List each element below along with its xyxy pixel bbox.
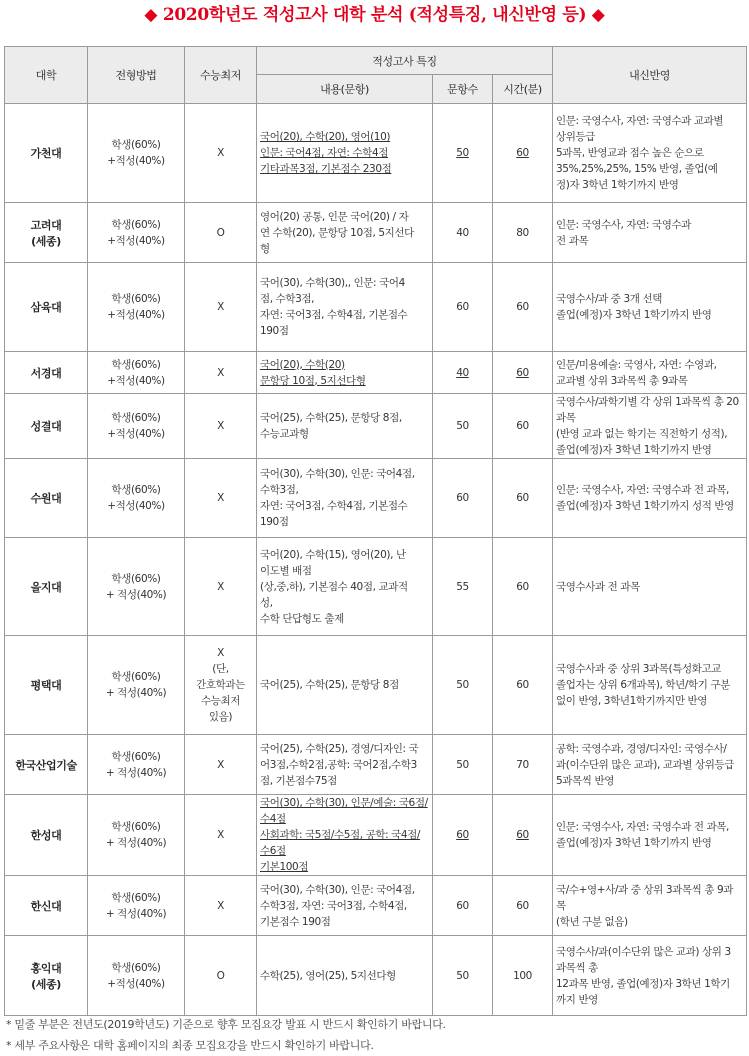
csat-cell-line: X (217, 492, 224, 504)
gpa-cell-line: 졸업(예정)자 3학년 1학기까지 반영 (556, 309, 712, 321)
univ-cell-line: 고려대 (30, 218, 62, 232)
gpa-cell-line: (학년 구분 없음) (556, 915, 628, 928)
method-cell (88, 876, 185, 936)
gpa-cell-line: 졸업(예정)자 3학년 1학기까지 반영 (556, 837, 712, 849)
gpa-cell-line: 국영수사/과(이수단위 많은 교과) 상위 3 (556, 945, 731, 958)
gpa-cell-line: 졸업자는 상위 6개과목), 학년/학기 구분 (556, 679, 730, 691)
gpa-cell-line: 목 (556, 899, 566, 912)
content-cell-line: 수학(25), 영어(25), 5지선다형 (260, 969, 396, 982)
univ-cell-line: 홍익대 (30, 961, 62, 975)
header-csat: 수능최저 (185, 47, 257, 104)
content-cell-line: 점, 기본점수75점 (260, 774, 337, 787)
table-row (5, 636, 747, 735)
time-cell-value: 60 (516, 899, 529, 912)
content-cell-line: 점, 수학3점, (260, 293, 315, 305)
univ-cell (5, 876, 88, 936)
gpa-cell-line: 국영수사/과학기별 각 상위 1과목씩 총 20과목 (556, 396, 739, 424)
content-cell-line: 국어(30), 수학(30), 인문/예술: 국6점/ (260, 797, 428, 809)
univ-cell (5, 795, 88, 876)
content-cell-line: 이도별 배점 (260, 564, 312, 577)
method-cell (88, 459, 185, 538)
csat-cell (185, 795, 257, 876)
method-cell (88, 394, 185, 459)
csat-cell-line: O (216, 969, 225, 982)
content-cell (257, 263, 433, 352)
table-row (5, 936, 747, 1016)
content-cell-line: 국어(30), 수학(30), 인문: 국어4점, (260, 883, 415, 896)
method-cell-line: 학생(60%) (111, 821, 161, 833)
page-title: ◆ 2020학년도 적성고사 대학 분석 (적성특징, 내신반영 등) ◆ (144, 5, 605, 25)
header-content: 내용(문항) (257, 75, 433, 104)
content-cell-line: 인문: 국어4점, 자연: 수학4점 (260, 147, 389, 159)
questions-cell (433, 459, 493, 538)
header-method: 전형방법 (88, 47, 185, 104)
questions-cell (433, 735, 493, 795)
content-cell-line: 영어(20) 공통, 인문 국어(20) / 자 (260, 210, 409, 223)
gpa-cell-line: 과(이수단위 많은 교과), 교과별 상위등급 (556, 758, 734, 771)
content-cell-line: 국어(30), 수학(30), 인문: 국어4점, (260, 468, 415, 480)
content-cell-line: 국어(30), 수학(30),, 인문: 국어4 (260, 277, 405, 289)
content-cell (257, 735, 433, 795)
method-cell-line: 학생(60%) (111, 218, 161, 231)
table-row (5, 876, 747, 936)
method-cell (88, 263, 185, 352)
gpa-cell (553, 394, 747, 459)
time-cell (493, 795, 553, 876)
method-cell-line: +적성(40%) (107, 234, 165, 247)
gpa-cell-line: 국영수사과 전 과목 (556, 580, 640, 593)
questions-cell (433, 636, 493, 735)
time-cell-value: 60 (516, 580, 529, 593)
table-row (5, 203, 747, 263)
gpa-cell-line: 12과목 반영, 졸업(예정)자 3학년 1학기 (556, 977, 730, 990)
univ-cell (5, 263, 88, 352)
gpa-cell (553, 263, 747, 352)
method-cell-line: 학생(60%) (111, 484, 161, 496)
csat-cell (185, 394, 257, 459)
gpa-cell-line: 5과목, 반영교과 점수 높은 순으로 (556, 147, 704, 159)
header-gpa: 내신반영 (553, 47, 747, 104)
csat-cell-line: X (217, 758, 224, 771)
csat-cell-line: 있음) (208, 711, 233, 723)
csat-cell-line: X (217, 899, 224, 912)
table-row (5, 263, 747, 352)
univ-cell (5, 352, 88, 394)
csat-cell-line: X (217, 301, 224, 313)
questions-cell-value: 40 (456, 366, 469, 379)
time-cell-value: 100 (513, 969, 532, 982)
csat-cell (185, 104, 257, 203)
questions-cell-value: 60 (456, 829, 469, 841)
csat-cell-line: X (217, 420, 224, 432)
content-cell (257, 538, 433, 636)
content-cell (257, 394, 433, 459)
univ-cell-line: (세종) (31, 234, 61, 248)
time-cell-value: 80 (516, 226, 529, 239)
questions-cell (433, 795, 493, 876)
method-cell-line: 학생(60%) (111, 750, 161, 763)
csat-cell-line: (단, (212, 663, 229, 675)
gpa-cell-line: 전 과목 (556, 234, 589, 247)
univ-cell (5, 203, 88, 263)
gpa-cell (553, 795, 747, 876)
csat-cell-line: 수능최저 (201, 695, 240, 707)
aptitude-test-table (4, 46, 747, 1016)
table-row (5, 104, 747, 203)
time-cell-value: 60 (516, 679, 529, 691)
header-time: 시간(분) (493, 75, 553, 104)
gpa-cell (553, 636, 747, 735)
method-cell-line: 학생(60%) (111, 572, 161, 585)
questions-cell-value: 60 (456, 899, 469, 912)
csat-cell-line: X (217, 366, 224, 379)
csat-cell-line: X (217, 647, 224, 659)
content-cell-line: 연 수학(20), 문항당 10점, 5지선다 (260, 226, 414, 239)
time-cell (493, 936, 553, 1016)
method-cell (88, 936, 185, 1016)
csat-cell (185, 636, 257, 735)
method-cell-line: 학생(60%) (111, 671, 161, 683)
univ-cell-line: 한성대 (30, 829, 62, 842)
time-cell (493, 394, 553, 459)
csat-cell (185, 936, 257, 1016)
method-cell (88, 352, 185, 394)
method-cell-line: + 적성(40%) (105, 766, 167, 779)
questions-cell (433, 876, 493, 936)
gpa-cell-line: 까지 반영 (556, 993, 598, 1006)
gpa-cell-line: 국/수+영+사/과 중 상위 3과목씩 총 9과 (556, 883, 733, 896)
univ-cell (5, 735, 88, 795)
univ-cell (5, 936, 88, 1016)
content-cell-line: 190점 (260, 516, 289, 528)
csat-cell (185, 459, 257, 538)
content-cell (257, 203, 433, 263)
time-cell (493, 104, 553, 203)
univ-cell-line: (세종) (31, 977, 61, 991)
gpa-cell-line: 35%,25%,25%, 15% 반영, 졸업(예 (556, 163, 718, 175)
csat-cell (185, 263, 257, 352)
questions-cell-value: 60 (456, 492, 469, 504)
content-cell (257, 459, 433, 538)
content-cell-line: 사회과학: 국5점/수5점, 공학: 국4점/수6점 (260, 829, 421, 857)
gpa-cell (553, 538, 747, 636)
method-cell-line: +적성(40%) (107, 428, 165, 440)
footnote: * 세부 주요사항은 대학 홈페이지의 최종 모집요강을 반드시 확인하기 바랍니다. (6, 1039, 374, 1052)
gpa-cell-line: 상위등급 (556, 131, 595, 143)
questions-cell (433, 352, 493, 394)
gpa-cell-line: 공학: 국영수과, 경영/디자인: 국영수사/ (556, 742, 727, 755)
questions-cell (433, 104, 493, 203)
method-cell-line: + 적성(40%) (105, 907, 167, 920)
univ-cell-line: 한신대 (30, 899, 62, 913)
time-cell-value: 60 (516, 420, 529, 432)
time-cell (493, 203, 553, 263)
content-cell-line: 국어(25), 수학(25), 문항당 8점, (260, 412, 402, 424)
gpa-cell (553, 352, 747, 394)
questions-cell-value: 50 (456, 969, 469, 982)
method-cell-line: + 적성(40%) (105, 837, 167, 849)
time-cell-value: 60 (516, 492, 529, 504)
questions-cell-value: 50 (456, 758, 469, 771)
time-cell (493, 636, 553, 735)
table-row (5, 795, 747, 876)
questions-cell (433, 538, 493, 636)
table-row (5, 459, 747, 538)
time-cell-value: 60 (516, 147, 529, 159)
gpa-cell-line: 졸업(예정)자 3학년 1학기까지 성적 반영 (556, 500, 734, 512)
content-cell-line: 자연: 국어3점, 수학4점, 기본점수 (260, 309, 408, 321)
univ-cell-line: 삼육대 (30, 301, 62, 314)
gpa-cell (553, 876, 747, 936)
questions-cell-value: 40 (456, 226, 469, 239)
content-cell (257, 104, 433, 203)
content-cell-line: 어3점,수학2점,공학: 국어2점,수학3 (260, 758, 417, 771)
csat-cell (185, 352, 257, 394)
content-cell-line: 수학3점, (260, 484, 299, 496)
content-cell-line: 수4점 (260, 813, 286, 825)
gpa-cell-line: 과목씩 총 (556, 961, 598, 974)
gpa-cell (553, 936, 747, 1016)
header-univ: 대학 (5, 47, 88, 104)
content-cell-line: 기타과목3점, 기본점수 230점 (260, 163, 392, 175)
time-cell-value: 60 (516, 301, 529, 313)
method-cell-line: +적성(40%) (107, 500, 165, 512)
content-cell (257, 352, 433, 394)
content-cell-line: (상,중,하), 기본점수 40점, 교과적 (260, 580, 408, 593)
method-cell-line: +적성(40%) (107, 374, 165, 387)
method-cell-line: 학생(60%) (111, 358, 161, 371)
table-row (5, 538, 747, 636)
questions-cell-value: 55 (456, 580, 469, 593)
time-cell (493, 263, 553, 352)
method-cell-line: 학생(60%) (111, 412, 161, 424)
method-cell-line: +적성(40%) (107, 977, 165, 990)
univ-cell-line: 서경대 (30, 366, 62, 380)
content-cell-line: 국어(25), 수학(25), 경영/디자인: 국 (260, 742, 419, 755)
csat-cell-line: X (217, 580, 224, 593)
univ-cell-line: 수원대 (30, 492, 62, 505)
univ-cell-line: 을지대 (30, 580, 62, 594)
questions-cell (433, 936, 493, 1016)
univ-cell-line: 평택대 (30, 679, 62, 692)
time-cell (493, 459, 553, 538)
gpa-cell (553, 203, 747, 263)
content-cell-line: 수능교과형 (260, 428, 309, 440)
time-cell (493, 876, 553, 936)
content-cell (257, 636, 433, 735)
csat-cell-line: X (217, 147, 224, 159)
gpa-cell-line: 국영수사과 중 상위 3과목(특성화고교 (556, 663, 721, 675)
univ-cell-line: 한국산업기술 (15, 758, 77, 772)
content-cell-line: 국어(25), 수학(25), 문항당 8점 (260, 679, 399, 691)
method-cell (88, 636, 185, 735)
method-cell-line: 학생(60%) (111, 961, 161, 974)
time-cell-value: 70 (516, 758, 529, 771)
csat-cell-line: O (216, 226, 225, 239)
method-cell-line: +적성(40%) (107, 155, 165, 167)
gpa-cell-line: 교과별 상위 3과목씩 총 9과목 (556, 374, 688, 387)
univ-cell (5, 104, 88, 203)
method-cell (88, 538, 185, 636)
method-cell-line: 학생(60%) (111, 139, 161, 151)
gpa-cell-line: 인문: 국영수사, 자연: 국영수과 전 과목, (556, 484, 729, 496)
method-cell-line: 학생(60%) (111, 293, 161, 305)
method-cell-line: +적성(40%) (107, 309, 165, 321)
univ-cell-line: 가천대 (30, 147, 62, 160)
csat-cell (185, 735, 257, 795)
questions-cell (433, 203, 493, 263)
header-questions: 문항수 (433, 75, 493, 104)
content-cell-line: 기본점수 190점 (260, 915, 331, 928)
content-cell-line: 성, (260, 596, 273, 609)
csat-cell (185, 876, 257, 936)
gpa-cell-line: 인문/미용예술: 국영사, 자연: 수영과, (556, 358, 717, 371)
questions-cell-value: 50 (456, 147, 469, 159)
content-cell-line: 자연: 국어3점, 수학4점, 기본점수 (260, 500, 408, 512)
table-row (5, 735, 747, 795)
csat-cell (185, 203, 257, 263)
content-cell-line: 수학 단답형도 출제 (260, 612, 344, 625)
header-feature-group: 적성고사 특징 (257, 47, 553, 75)
time-cell (493, 735, 553, 795)
gpa-cell-line: 인문: 국영수사, 자연: 국영수과 (556, 218, 691, 231)
table-body (5, 104, 747, 1016)
table-row (5, 394, 747, 459)
questions-cell-value: 50 (456, 679, 469, 691)
gpa-cell-line: 인문: 국영수사, 자연: 국영수과 교과별 (556, 115, 724, 127)
gpa-cell (553, 735, 747, 795)
content-cell (257, 795, 433, 876)
gpa-cell-line: 졸업(예정)자 3학년 1학기까지 반영 (556, 444, 712, 456)
gpa-cell (553, 104, 747, 203)
footnote: * 밑줄 부분은 전년도(2019학년도) 기준으로 향후 모집요강 발표 시 반드시 확인하기 바랍니다. (6, 1018, 446, 1031)
csat-cell (185, 538, 257, 636)
univ-cell (5, 636, 88, 735)
time-cell-value: 60 (516, 366, 529, 379)
univ-cell (5, 394, 88, 459)
content-cell-line: 국어(20), 수학(20) (260, 358, 345, 371)
content-cell-line: 형 (260, 242, 270, 255)
questions-cell (433, 394, 493, 459)
method-cell-line: 학생(60%) (111, 891, 161, 904)
questions-cell (433, 263, 493, 352)
gpa-cell-line: 없이 반영, 3학년1학기까지만 반영 (556, 695, 707, 707)
gpa-cell-line: (반영 교과 없는 학기는 직전학기 성적), (556, 428, 728, 440)
questions-cell-value: 50 (456, 420, 469, 432)
content-cell-line: 190점 (260, 325, 289, 337)
gpa-cell-line: 국영수사/과 중 3개 선택 (556, 293, 662, 305)
time-cell (493, 352, 553, 394)
table-row (5, 352, 747, 394)
time-cell-value: 60 (516, 829, 529, 841)
method-cell (88, 104, 185, 203)
content-cell-line: 국어(20), 수학(20), 영어(10) (260, 131, 391, 143)
univ-cell (5, 538, 88, 636)
gpa-cell-line: 5과목씩 반영 (556, 774, 614, 787)
method-cell-line: + 적성(40%) (105, 588, 167, 601)
content-cell-line: 수학3점, 자연: 국어3점, 수학4점, (260, 899, 407, 912)
gpa-cell-line: 정)자 3학년 1학기까지 반영 (556, 179, 679, 191)
method-cell-line: + 적성(40%) (105, 687, 167, 699)
footnotes (6, 1014, 446, 1056)
content-cell-line: 국어(20), 수학(15), 영어(20), 난 (260, 548, 406, 561)
univ-cell-line: 성결대 (30, 420, 62, 433)
method-cell (88, 735, 185, 795)
method-cell (88, 203, 185, 263)
time-cell (493, 538, 553, 636)
questions-cell-value: 60 (456, 301, 469, 313)
univ-cell (5, 459, 88, 538)
content-cell-line: 기본100점 (260, 861, 309, 873)
gpa-cell (553, 459, 747, 538)
content-cell-line: 문항당 10점, 5지선다형 (260, 374, 366, 387)
content-cell (257, 876, 433, 936)
method-cell (88, 795, 185, 876)
content-cell (257, 936, 433, 1016)
csat-cell-line: X (217, 829, 224, 841)
csat-cell-line: 간호학과는 (196, 679, 245, 691)
gpa-cell-line: 인문: 국영수사, 자연: 국영수과 전 과목, (556, 821, 729, 833)
